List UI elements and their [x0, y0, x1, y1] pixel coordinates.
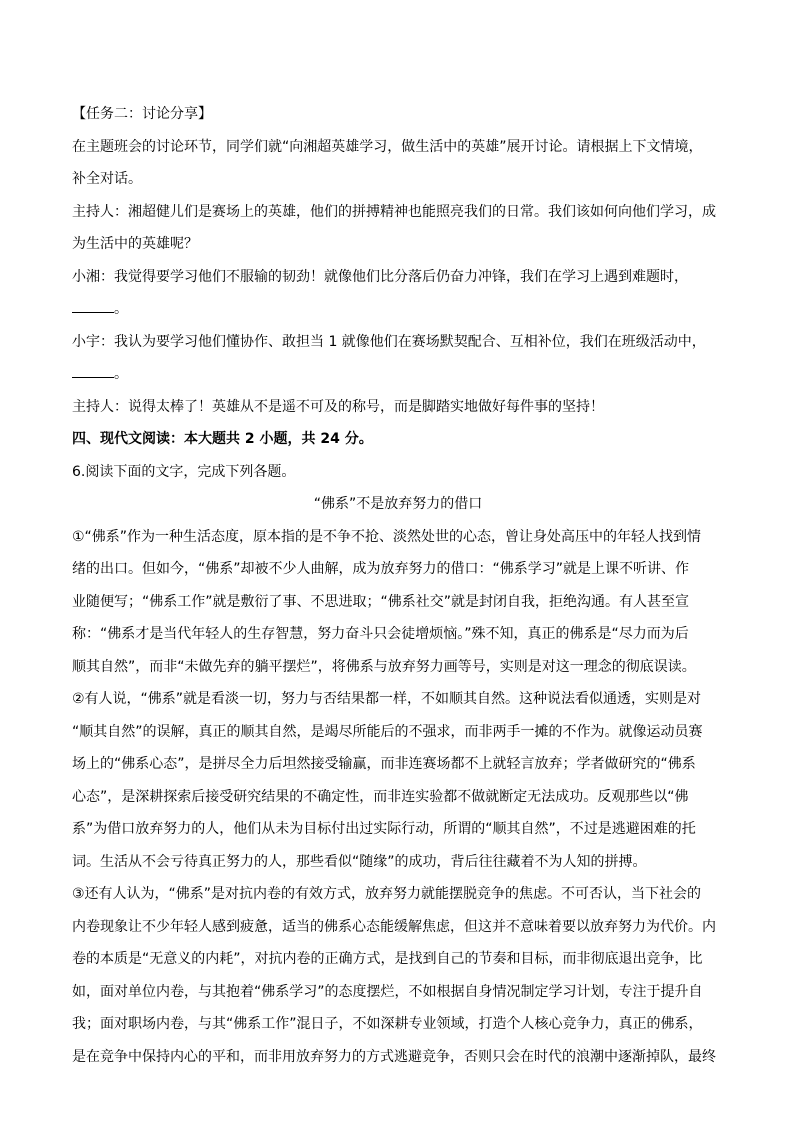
article-line: ③还有人认为，“佛系”是对抗内卷的有效方式，放弃努力就能摆脱竞争的焦虑。不可否认，当下社会的 [72, 886, 702, 902]
article-body [72, 527, 724, 1067]
article-line: ②有人说，“佛系”就是看淡一切，努力与否结果都一样，不如顺其自然。这种说法看似通透，实则是对 [72, 691, 702, 707]
article-line: 我；面对职场内卷，与其“佛系工作”混日子，不如深耕专业领域，打造个人核心竞争力，真正的佛系， [72, 1016, 703, 1032]
article-line: 绪的出口。但如今，“佛系”却被不少人曲解，成为放弃努力的借口：“佛系学习”就是上课不听讲、作 [72, 561, 690, 577]
article-line: “顺其自然”的误解，真正的顺其自然，是竭尽所能后的不强求，而非两手一摊的不作为。就像运动员赛 [72, 723, 703, 740]
xiaoxiang-answer-end: 。 [114, 301, 128, 317]
host-closing-line: 主持人：说得太棒了！英雄从不是遥不可及的称号，而是脚踏实地做好每件事的坚持！ [72, 398, 604, 415]
article-line: 如，面对单位内卷，与其抱着“佛系学习”的态度摆烂，不如根据自身情况制定学习计划，专注于提升自 [72, 983, 703, 1000]
article-title: “佛系”不是放弃努力的借口 [313, 496, 483, 512]
article-line: 词。生活从不会亏待真正努力的人，那些看似“随缘”的成功，背后往往藏着不为人知的拼搏。 [72, 853, 647, 870]
article-line: 内卷现象让不少年轻人感到疲惫，适当的佛系心态能缓解焦虑，但这并不意味着要以放弃努力为代价。内 [72, 918, 716, 935]
article-line: 卷的本质是“无意义的内耗”，对抗内卷的正确方式，是找到自己的节奏和目标，而非彻底退出竞争，比 [72, 951, 703, 967]
article-line: 是在竞争中保持内心的平和，而非用放弃努力的方式逃避竞争，否则只会在时代的浪潮中逐渐掉队，最终 [72, 1048, 716, 1065]
task2-heading: 【任务二：讨论分享】 [72, 106, 212, 122]
article-line: 业随便写；“佛系工作”就是敷衍了事、不思进取；“佛系社交”就是封闭自我，拒绝沟通。有人甚至宣 [72, 593, 690, 610]
xiaoyu-answer-blank[interactable] [72, 364, 114, 378]
article-line: 场上的“佛系心态”，是拼尽全力后坦然接受输赢，而非连赛场都不上就轻言放弃；学者做研究的“佛系 [72, 756, 696, 772]
article-line: ①“佛系”作为一种生活态度，原本指的是不争不抢、淡然处世的心态，曾让身处高压中的年轻人找到情 [72, 528, 702, 545]
article-line: 顺其自然”，而非“未做先弃的躺平摆烂”，将佛系与放弃努力画等号，实则是对这一理念的彻底误读。 [72, 658, 696, 675]
host-question-line-1: 主持人：湘超健儿们是赛场上的英雄，他们的拼搏精神也能照亮我们的日常。我们该如何向他们学习，成 [72, 203, 716, 220]
xiaoxiang-answer-blank[interactable] [72, 299, 114, 313]
task2-intro-line-1: 在主题班会的讨论环节，同学们就“向湘超英雄学习，做生活中的英雄”展开讨论。请根据上下文情境， [72, 138, 703, 155]
xiaoyu-answer-end: 。 [114, 366, 128, 382]
article-line: 心态”，是深耕探索后接受研究结果的不确定性，而非连实验都不做就断定无法成功。反观那些以“佛 [72, 788, 689, 805]
task2-intro-line-2: 补全对话。 [72, 171, 142, 187]
section-4-heading: 四、现代文阅读：本大题共 2 小题，共 24 分。 [72, 431, 373, 447]
article-line: 系”为借口放弃努力的人，他们从未为目标付出过实际行动，所谓的“顺其自然”，不过是逃避困难的托 [72, 821, 696, 837]
xiaoyu-line: 小宇：我认为要学习他们懂协作、敢担当 1 就像他们在赛场默契配合、互相补位，我们在班级活动中， [72, 333, 706, 350]
xiaoxiang-line: 小湘：我觉得要学习他们不服输的韧劲！就像他们比分落后仍奋力冲锋，我们在学习上遇到难题时， [72, 268, 688, 285]
xiaoyu-answer-line [72, 364, 724, 384]
xiaoxiang-answer-line [72, 299, 724, 319]
article-line: 称：“佛系才是当代年轻人的生存智慧，努力奋斗只会徒增烦恼。”殊不知，真正的佛系是“尽力而为后 [72, 626, 689, 642]
document-page [72, 104, 724, 1067]
host-question-line-2: 为生活中的英雄呢？ [72, 236, 198, 252]
question-6-instruction: 6.阅读下面的文字，完成下列各题。 [72, 463, 296, 480]
